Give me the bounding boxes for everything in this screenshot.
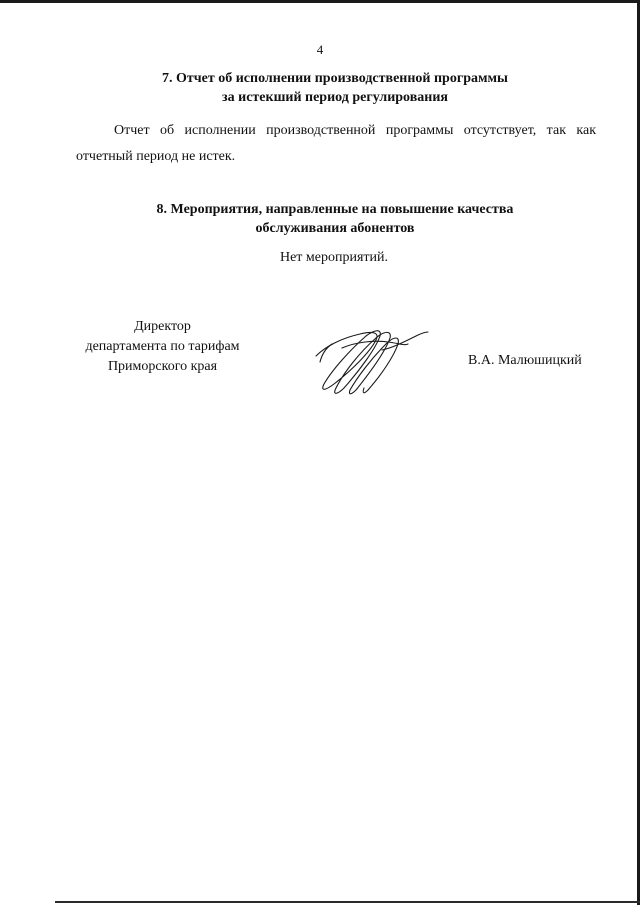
page-number: 4 — [316, 42, 324, 57]
section-8-title-line-2: обслуживания абонентов — [255, 221, 415, 236]
section-7-title-line-1: 7. Отчет об исполнении производственной программы — [161, 71, 508, 86]
section-7-paragraph — [76, 118, 596, 170]
signer-position — [60, 317, 265, 377]
section-7-heading — [40, 69, 630, 107]
signer-position-line-3: Приморского края — [107, 359, 218, 374]
section-8-heading — [40, 200, 630, 238]
section-8-text: Нет мероприятий. — [279, 250, 389, 265]
signer-position-line-1: Директор — [134, 319, 191, 334]
section-7-text-line-2: отчетный период не истек. — [76, 149, 236, 164]
section-7-text-line-1: Отчет об исполнении производственной программы отсутствует, так как — [114, 123, 596, 138]
section-7-title-line-2: за истекший период регулирования — [222, 90, 448, 105]
scan-top-border — [0, 0, 640, 3]
section-8-title-line-1: 8. Мероприятия, направленные на повышение качества — [156, 202, 514, 217]
signer-name: В.А. Малюшицкий — [468, 353, 582, 368]
handwritten-signature-icon — [312, 318, 430, 398]
scan-bottom-border — [55, 901, 640, 903]
signer-position-line-2: департамента по тарифам — [85, 339, 240, 354]
